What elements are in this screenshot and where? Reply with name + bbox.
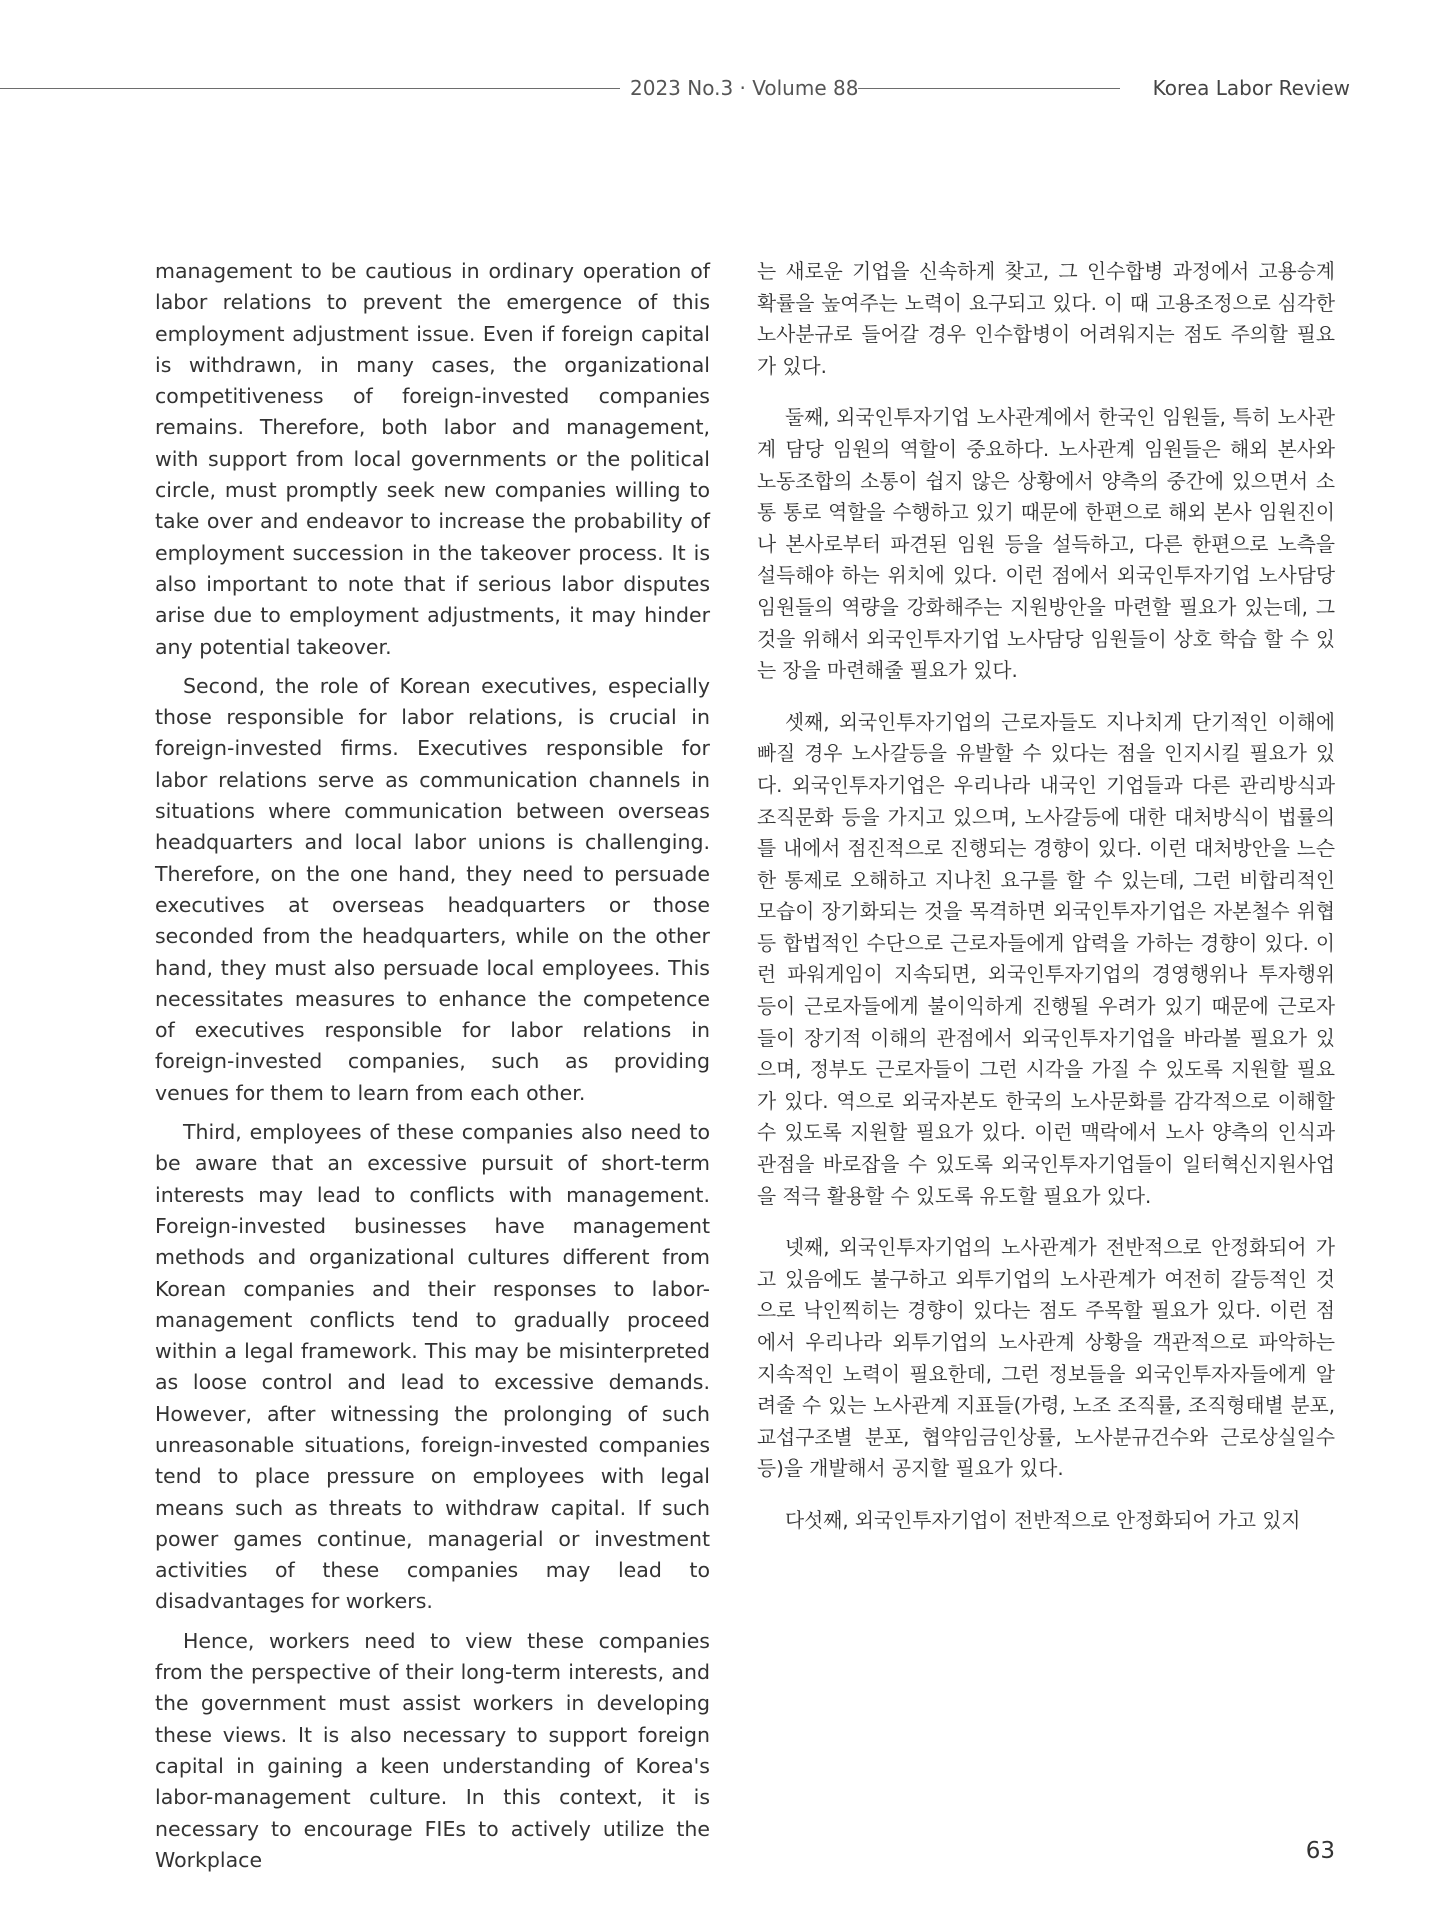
paragraph: Second, the role of Korean executives, especially those responsible for labor relations, is crucial in foreign-invested firms. Executives responsible for labor relations serve as communication channels in situations where communication between overseas headquarters and local labor unions is challenging. Therefore, on the one hand, they need to persuade executives at overseas headquarters or those seconded from the headquarters, while on the other hand, they must also persuade local employees. This necessitates measures to enhance the competence of executives responsible for labor relations in foreign-invested companies, such as providing venues for them to learn from each other. (155, 673, 710, 1105)
paragraph: Hence, workers need to view these companies from the perspective of their long-term interests, and the government must assist workers in developing these views. It is also necessary to support foreign capital in gaining a keen understanding of Korea's labor-management culture. In this context, it is necessary to encourage FIEs to actively utilize the Workplace (155, 1628, 710, 1872)
issue-label: 2023 No.3 · Volume 88 (630, 76, 859, 100)
paragraph: 는 새로운 기업을 신속하게 찾고, 그 인수합병 과정에서 고용승계 확률을 높여주는 노력이 요구되고 있다. 이 때 고용조정으로 심각한 노사분규로 들어갈 경우 인수합병이 어려워지는 점도 주의할 필요가 있다. (757, 260, 1335, 378)
header-rule-right (858, 88, 1120, 89)
paragraph: 셋째, 외국인투자기업의 근로자들도 지나치게 단기적인 이해에 빠질 경우 노사갈등을 유발할 수 있다는 점을 인지시킬 필요가 있다. 외국인투자기업은 우리나라 내국인 기업들과 다른 관리방식과 조직문화 등을 가지고 있으며, 노사갈등에 대한 대처방식이 법률의 틀 내에서 점진적으로 진행되는 경향이 있다. 이런 대처방안을 느슨한 통제로 오해하고 지나친 요구를 할 수 있는데, 그런 비합리적인 모습이 장기화되는 것을 목격하면 외국인투자기업은 자본철수 위협 등 합법적인 수단으로 근로자들에게 압력을 가하는 경향이 있다. 이런 파워게임이 지속되면, 외국인투자기업의 경영행위나 투자행위 등이 근로자들에게 불이익하게 진행될 우려가 있기 때문에 근로자들이 장기적 이해의 관점에서 외국인투자기업을 바라볼 필요가 있으며, 정부도 근로자들이 그런 시각을 가질 수 있도록 지원할 필요가 있다. 역으로 외국자본도 한국의 노사문화를 감각적으로 이해할 수 있도록 지원할 필요가 있다. 이런 맥락에서 노사 양측의 인식과 관점을 바로잡을 수 있도록 외국인투자기업들이 일터혁신지원사업을 적극 활용할 수 있도록 유도할 필요가 있다. (757, 710, 1335, 1208)
paragraph: Third, employees of these companies also need to be aware that an excessive pursuit of short-term interests may lead to conflicts with management. Foreign-invested businesses have management methods and organizational cultures different from Korean companies and their responses to labor-management conflicts tend to gradually proceed within a legal framework. This may be misinterpreted as loose control and lead to excessive demands. However, after witnessing the prolonging of such unreasonable situations, foreign-invested companies tend to place pressure on employees with legal means such as threats to withdraw capital. If such power games continue, managerial or investment activities of these companies may lead to disadvantages for workers. (155, 1120, 710, 1614)
journal-title: Korea Labor Review (1152, 76, 1350, 100)
page-number: 63 (1305, 1838, 1335, 1864)
header-rule-left (0, 88, 620, 89)
paragraph: management to be cautious in ordinary operation of labor relations to prevent the emergence of this employment adjustment issue. Even if foreign capital is withdrawn, in many cases, the organizational competitiveness of foreign-invested companies remains. Therefore, both labor and management, with support from local governments or the political circle, must promptly seek new companies willing to take over and endeavor to increase the probability of employment succession in the takeover process. It is also important to note that if serious labor disputes arise due to employment adjustments, it may hinder any potential takeover. (155, 259, 710, 659)
right-column-korean (757, 256, 1335, 1557)
paragraph: 다섯째, 외국인투자기업이 전반적으로 안정화되어 가고 있지 (785, 1508, 1301, 1532)
paragraph: 둘째, 외국인투자기업 노사관계에서 한국인 임원들, 특히 노사관계 담당 임원의 역할이 중요하다. 노사관계 임원들은 해외 본사와 노동조합의 소통이 쉽지 않은 상황에서 양측의 중간에 있으면서 소통 통로 역할을 수행하고 있기 때문에 한편으로 해외 본사 임원진이나 본사로부터 파견된 임원 등을 설득하고, 다른 한편으로 노측을 설득해야 하는 위치에 있다. 이런 점에서 외국인투자기업 노사담당 임원들의 역량을 강화해주는 지원방안을 마련할 필요가 있는데, 그것을 위해서 외국인투자기업 노사담당 임원들이 상호 학습 할 수 있는 장을 마련해줄 필요가 있다. (757, 406, 1335, 683)
left-column-english (155, 256, 710, 1884)
paragraph: 넷째, 외국인투자기업의 노사관계가 전반적으로 안정화되어 가고 있음에도 불구하고 외투기업의 노사관계가 여전히 갈등적인 것으로 낙인찍히는 경향이 있다는 점도 주목할 필요가 있다. 이런 점에서 우리나라 외투기업의 노사관계 상황을 객관적으로 파악하는 지속적인 노력이 필요한데, 그런 정보들을 외국인투자자들에게 알려줄 수 있는 노사관계 지표들(가령, 노조 조직률, 조직형태별 분포, 교섭구조별 분포, 협약임금인상률, 노사분규건수와 근로상실일수 등)을 개발해서 공지할 필요가 있다. (757, 1236, 1335, 1481)
